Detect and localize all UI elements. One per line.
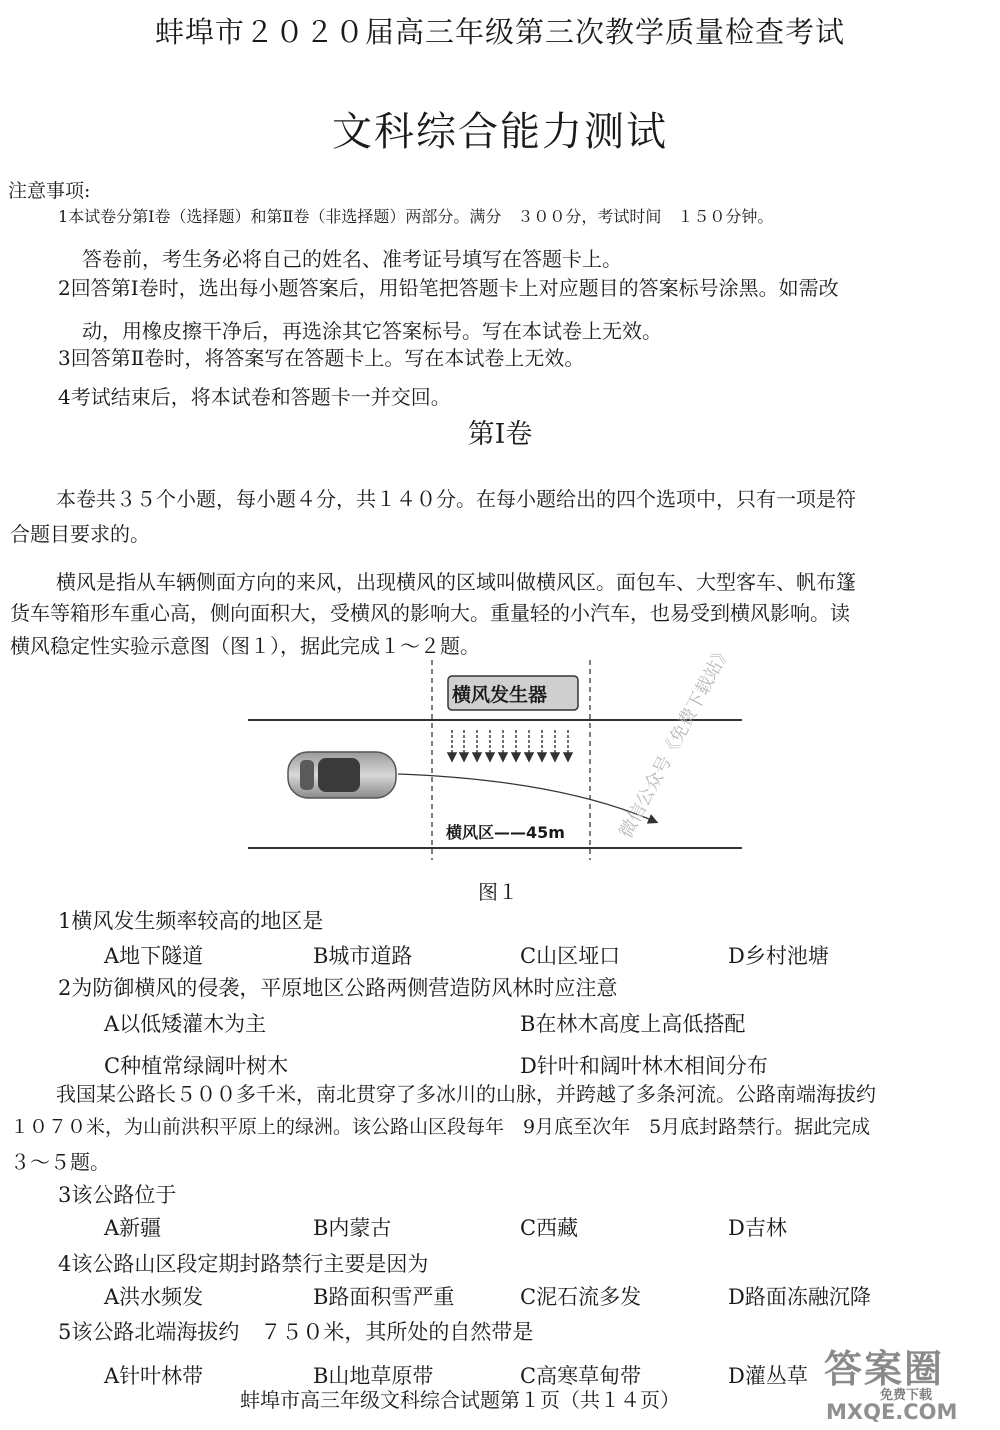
q2-option-b: B在林木高度上高低搭配 bbox=[520, 1012, 746, 1036]
q4-option-d: D路面冻融沉降 bbox=[728, 1285, 871, 1309]
question-2-stem: 2为防御横风的侵袭，平原地区公路两侧营造防风林时应注意 bbox=[58, 976, 618, 1000]
wind-arrows bbox=[452, 730, 568, 760]
passage2-line-1: 我国某公路长５００多千米，南北贯穿了多冰川的山脉，并跨越了多条河流。公路南端海拔约 bbox=[56, 1082, 876, 1106]
q5-option-d: D灌丛草 bbox=[728, 1364, 808, 1388]
crosswind-zone-label: 横风区——45m bbox=[446, 823, 565, 842]
section-title: 第Ⅰ卷 bbox=[467, 419, 533, 450]
watermark-text: 微信公众号《免费下载站》 bbox=[615, 641, 736, 842]
notice-item-4: 4考试结束后，将本试卷和答题卡一并交回。 bbox=[58, 385, 451, 409]
q2-option-c: C种植常绿阔叶树木 bbox=[104, 1054, 289, 1078]
passage2-line-3: ３～５题。 bbox=[10, 1150, 110, 1174]
q4-option-b: B路面积雪严重 bbox=[313, 1285, 455, 1309]
question-5-stem: 5该公路北端海拔约 ７５０米，其所处的自然带是 bbox=[58, 1320, 534, 1344]
passage2-line-2: １０７０米，为山前洪积平原上的绿洲。该公路山区段每年 9月底至次年 5月底封路禁行。据此完成 bbox=[10, 1116, 871, 1138]
q3-option-c: C西藏 bbox=[520, 1216, 579, 1240]
q1-option-c: C山区垭口 bbox=[520, 944, 621, 968]
notice-item-2: 2回答第Ⅰ卷时，选出每小题答案后，用铅笔把答题卡上对应题目的答案标号涂黑。如需改 bbox=[58, 276, 839, 300]
exam-title: 文科综合能力测试 bbox=[332, 109, 668, 155]
notice-item-2b: 动，用橡皮擦干净后，再选涂其它答案标号。写在本试卷上无效。 bbox=[82, 319, 662, 343]
logo-sub-text: 免费下载 bbox=[880, 1388, 933, 1403]
q1-option-b: B城市道路 bbox=[313, 944, 413, 968]
question-1-stem: 1横风发生频率较高的地区是 bbox=[58, 909, 324, 933]
site-logo bbox=[820, 1338, 995, 1426]
notice-heading: 注意事项: bbox=[8, 180, 91, 202]
exam-header: 蚌埠市２０２０届高三年级第三次教学质量检查考试 bbox=[154, 15, 845, 49]
wind-generator-label: 横风发生器 bbox=[452, 684, 548, 706]
q3-option-b: B内蒙古 bbox=[313, 1216, 392, 1240]
question-4-stem: 4该公路山区段定期封路禁行主要是因为 bbox=[58, 1252, 429, 1276]
q2-option-d: D针叶和阔叶林木相间分布 bbox=[520, 1054, 768, 1078]
intro-line-2: 合题目要求的。 bbox=[10, 522, 150, 546]
passage1-line-1: 横风是指从车辆侧面方向的来风，出现横风的区域叫做横风区。面包车、大型客车、帆布篷 bbox=[56, 570, 856, 594]
intro-line-1: 本卷共３５个小题，每小题４分，共１４０分。在每小题给出的四个选项中，只有一项是符 bbox=[56, 487, 856, 511]
notice-item-1: 1本试卷分第Ⅰ卷（选择题）和第Ⅱ卷（非选择题）两部分。满分 ３００分，考试时间 １５０分钟。 bbox=[58, 207, 774, 226]
passage1-line-2: 货车等箱形车重心高，侧向面积大，受横风的影响大。重量轻的小汽车，也易受到横风影响。读 bbox=[10, 601, 850, 625]
passage1-line-3: 横风稳定性实验示意图（图１），据此完成１～２题。 bbox=[10, 634, 480, 658]
q3-option-a: A新疆 bbox=[104, 1216, 162, 1240]
q3-option-d: D吉林 bbox=[728, 1216, 787, 1240]
q5-option-b: B山地草原带 bbox=[313, 1364, 434, 1388]
q1-option-d: D乡村池塘 bbox=[728, 944, 829, 968]
logo-main-text: 答案圈 bbox=[824, 1347, 945, 1391]
q4-option-a: A洪水频发 bbox=[104, 1285, 204, 1309]
car-trajectory bbox=[398, 774, 656, 822]
page-footer: 蚌埠市高三年级文科综合试题第１页（共１４页） bbox=[240, 1388, 680, 1412]
question-3-stem: 3该公路位于 bbox=[58, 1183, 177, 1207]
car-icon bbox=[288, 752, 396, 798]
logo-url-text: MXQE.COM bbox=[826, 1400, 958, 1424]
q4-option-c: C泥石流多发 bbox=[520, 1285, 642, 1309]
q2-option-a: A以低矮灌木为主 bbox=[104, 1012, 267, 1036]
q5-option-a: A针叶林带 bbox=[104, 1364, 204, 1388]
notice-item-1b: 答卷前，考生务必将自己的姓名、准考证号填写在答题卡上。 bbox=[82, 247, 622, 271]
q5-option-c: C高寒草甸带 bbox=[520, 1364, 642, 1388]
notice-item-3: 3回答第Ⅱ卷时，将答案写在答题卡上。写在本试卷上无效。 bbox=[58, 346, 585, 370]
q1-option-a: A地下隧道 bbox=[104, 944, 204, 968]
figure-caption: 图１ bbox=[478, 880, 518, 904]
